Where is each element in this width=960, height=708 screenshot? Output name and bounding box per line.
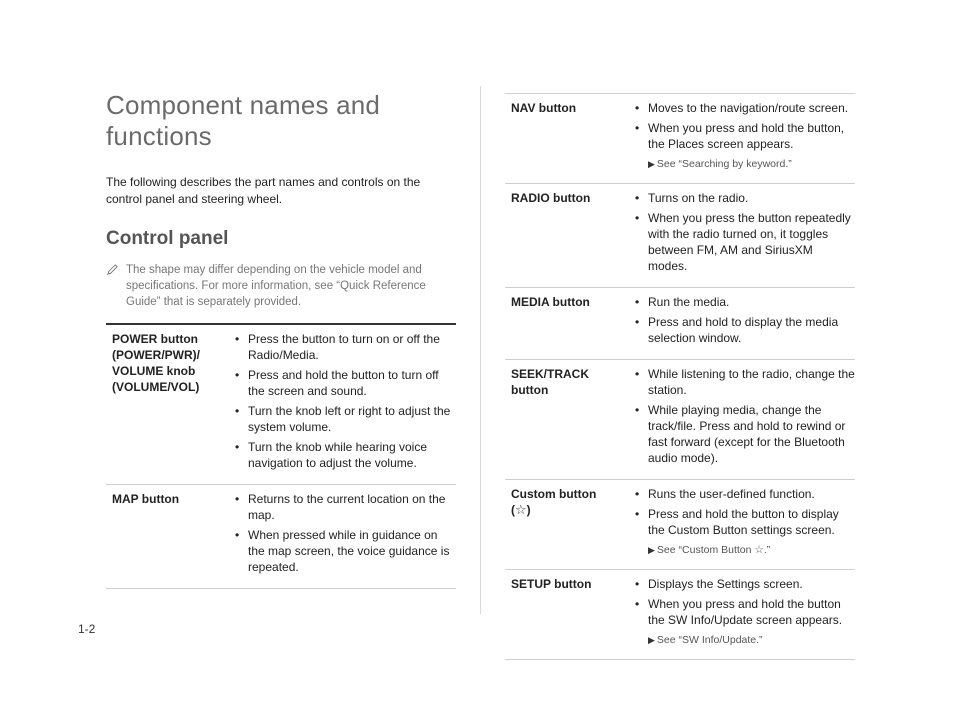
table-desc bbox=[629, 480, 855, 570]
term-icon-wrap: (☆) bbox=[511, 502, 531, 517]
arrow-right-icon: ▶ bbox=[648, 635, 655, 645]
table-row bbox=[505, 480, 855, 570]
note-text: The shape may differ depending on the vehicle model and specifications. For more information, see “Quick Reference Guide” that is separately provided. bbox=[126, 264, 426, 308]
page-number: 1-2 bbox=[78, 622, 96, 636]
table-term: NAV button bbox=[511, 101, 577, 115]
list-item: • Turn the knob while hearing voice navigation to adjust the volume. bbox=[229, 439, 456, 471]
table-term: RADIO button bbox=[511, 191, 591, 205]
list-item: • Displays the Settings screen. bbox=[629, 576, 855, 592]
see-text-suffix: .” bbox=[763, 544, 771, 556]
arrow-right-icon: ▶ bbox=[648, 159, 655, 169]
note bbox=[106, 262, 456, 310]
table-row bbox=[106, 324, 456, 485]
see-reference[interactable] bbox=[629, 156, 855, 172]
list-item: • While playing media, change the track/file. Press and hold to rewind or fast forward (except for the Bluetooth audio mode). bbox=[629, 402, 855, 466]
control-table-right bbox=[505, 93, 855, 660]
table-row bbox=[106, 485, 456, 589]
list-item: • Turns on the radio. bbox=[629, 190, 855, 206]
right-column bbox=[505, 93, 855, 660]
pencil-note-icon bbox=[106, 263, 119, 276]
table-desc bbox=[629, 570, 855, 660]
control-table-left bbox=[106, 323, 456, 589]
page-title: Component names and functions bbox=[106, 90, 381, 151]
table-term: SEEK/TRACK button bbox=[511, 367, 590, 397]
table-term: POWER button (POWER/PWR)/ VOLUME knob (VOLUME/VOL) bbox=[112, 332, 200, 394]
table-row bbox=[505, 184, 855, 288]
see-reference[interactable] bbox=[629, 542, 855, 558]
table-term: MAP button bbox=[112, 492, 180, 506]
column-divider bbox=[480, 86, 481, 614]
list-item: • Returns to the current location on the map. bbox=[229, 491, 456, 523]
arrow-right-icon: ▶ bbox=[648, 545, 655, 555]
list-item: • Turn the knob left or right to adjust the system volume. bbox=[229, 403, 456, 435]
left-column bbox=[106, 90, 456, 589]
star-outline-icon: ☆ bbox=[515, 502, 527, 517]
table-desc bbox=[629, 360, 855, 480]
star-outline-icon: ☆ bbox=[754, 544, 764, 556]
table-desc bbox=[229, 485, 456, 589]
list-item: • Press and hold the button to turn off the screen and sound. bbox=[229, 367, 456, 399]
see-reference[interactable] bbox=[629, 632, 855, 648]
table-desc bbox=[629, 184, 855, 288]
see-text: See “Searching by keyword.” bbox=[656, 158, 792, 170]
table-row bbox=[505, 360, 855, 480]
table-term bbox=[505, 480, 629, 570]
table-term: MEDIA button bbox=[511, 295, 590, 309]
table-row bbox=[505, 94, 855, 184]
table-desc bbox=[629, 288, 855, 360]
list-item: • When you press the button repeatedly with the radio turned on, it toggles between FM, AM and SiriusXM modes. bbox=[629, 210, 855, 274]
table-row bbox=[505, 570, 855, 660]
list-item: • Moves to the navigation/route screen. bbox=[629, 100, 855, 116]
table-term: SETUP button bbox=[511, 577, 592, 591]
intro-text: The following describes the part names and controls on the control panel and steering wheel. bbox=[106, 175, 421, 206]
list-item: • When pressed while in guidance on the map screen, the voice guidance is repeated. bbox=[229, 527, 456, 575]
term-label: Custom button bbox=[511, 487, 597, 501]
see-text: See “Custom Button bbox=[656, 544, 755, 556]
list-item: • Press the button to turn on or off the Radio/Media. bbox=[229, 331, 456, 363]
list-item: • When you press and hold the button, the Places screen appears. bbox=[629, 120, 855, 152]
table-desc bbox=[229, 324, 456, 485]
section-title: Control panel bbox=[106, 228, 229, 249]
list-item: • Press and hold the button to display the Custom Button settings screen. bbox=[629, 506, 855, 538]
list-item: • While listening to the radio, change the station. bbox=[629, 366, 855, 398]
list-item: • Run the media. bbox=[629, 294, 855, 310]
table-desc bbox=[629, 94, 855, 184]
list-item: • Press and hold to display the media selection window. bbox=[629, 314, 855, 346]
see-text: See “SW Info/Update.” bbox=[656, 634, 763, 646]
list-item: • When you press and hold the button the SW Info/Update screen appears. bbox=[629, 596, 855, 628]
table-row bbox=[505, 288, 855, 360]
list-item: • Runs the user-defined function. bbox=[629, 486, 855, 502]
